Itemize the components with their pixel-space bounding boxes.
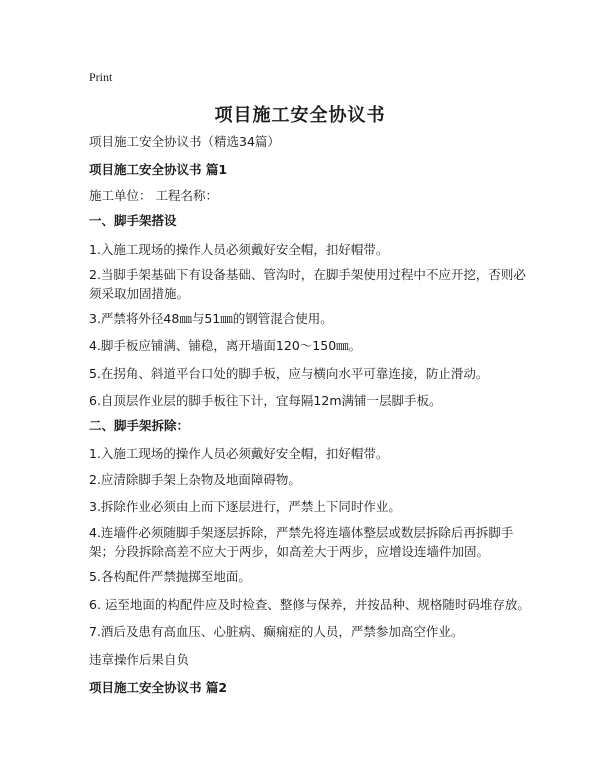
section-2-item-6: 6. 运至地面的构配件应及时检查、整修与保养，并按品种、规格随时码堆存放。 <box>89 597 530 612</box>
section-2-heading: 二、脚手架拆除： <box>89 418 190 433</box>
article-2-heading: 项目施工安全协议书 篇2 <box>89 680 228 695</box>
section-1-heading: 一、脚手架搭设 <box>89 213 177 228</box>
document-subtitle: 项目施工安全协议书（精选34篇） <box>89 134 280 149</box>
article-1-heading: 项目施工安全协议书 篇1 <box>89 162 228 177</box>
section-1-item-6: 6.自顶层作业层的脚手板往下计，宜每隔12m满铺一层脚手板。 <box>89 393 442 408</box>
section-2-item-5: 5.各构配件严禁抛掷至地面。 <box>89 569 251 584</box>
section-2-item-1: 1.入施工现场的操作人员必须戴好安全帽，扣好帽带。 <box>89 446 389 461</box>
section-1-item-4: 4.脚手板应铺满、铺稳，离开墙面120～150㎜。 <box>89 338 362 353</box>
section-2-item-3: 3.拆除作业必须由上而下逐层进行，严禁上下同时作业。 <box>89 499 401 514</box>
section-1-item-2: 2.当脚手架基础下有设备基础、管沟时，在脚手架使用过程中不应开挖，否则必须采取加固措施。 <box>89 267 526 301</box>
section-2-item-7: 7.酒后及患有高血压、心脏病、癫痫症的人员，严禁参加高空作业。 <box>89 624 464 639</box>
section-1-item-5: 5.在拐角、斜道平台口处的脚手板，应与横向水平可靠连接，防止滑动。 <box>89 366 489 381</box>
section-2-item-2: 2.应清除脚手架上杂物及地面障碍物。 <box>89 472 301 487</box>
closing-note: 违章操作后果自负 <box>89 652 190 667</box>
unit-line: 施工单位： 工程名称： <box>89 188 218 203</box>
section-1-item-1: 1.入施工现场的操作人员必须戴好安全帽，扣好帽带。 <box>89 242 389 257</box>
document-title: 项目施工安全协议书 <box>214 105 386 126</box>
section-1-item-3: 3.严禁将外径48㎜与51㎜的钢管混合使用。 <box>89 311 333 326</box>
section-2-item-4: 4.连墙件必须随脚手架逐层拆除，严禁先将连墙体整层或数层拆除后再拆脚手架；分段拆除高差不应大于两步，如高差大于两步，应增设连墙件加固。 <box>89 525 514 559</box>
print-link[interactable]: Print <box>89 70 113 84</box>
